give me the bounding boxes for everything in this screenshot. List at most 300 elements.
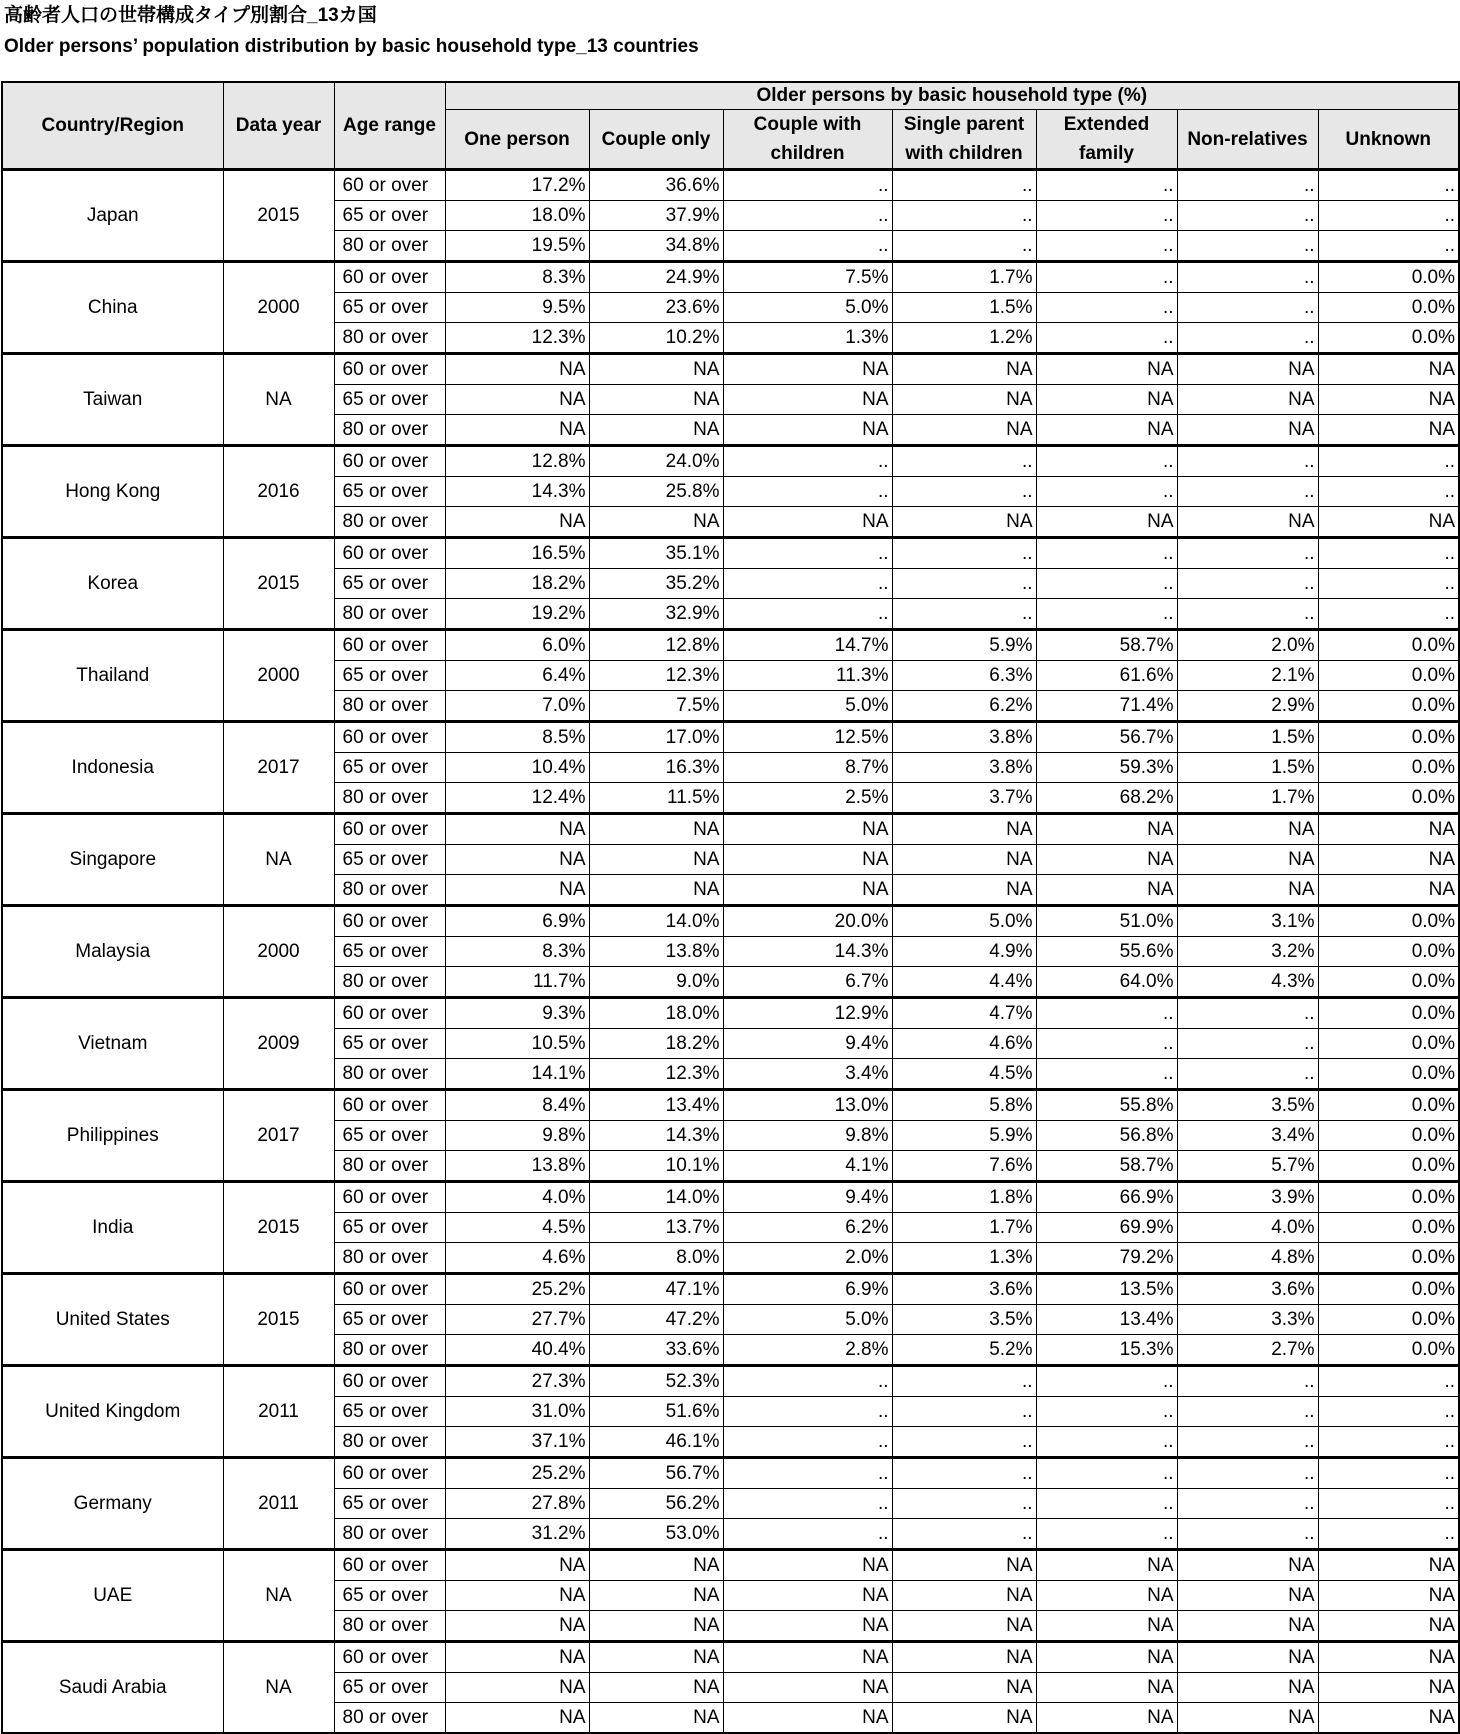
value-cell: 3.5% bbox=[892, 1305, 1036, 1335]
value-cell: .. bbox=[1177, 1519, 1318, 1550]
value-cell: NA bbox=[1177, 385, 1318, 415]
value-cell: 10.2% bbox=[589, 323, 723, 354]
value-cell: 1.2% bbox=[892, 323, 1036, 354]
value-cell: 35.1% bbox=[589, 538, 723, 569]
value-cell: .. bbox=[892, 170, 1036, 201]
country-cell: Vietnam bbox=[2, 998, 223, 1090]
value-cell: NA bbox=[723, 814, 892, 845]
value-cell: NA bbox=[445, 507, 589, 538]
value-cell: 79.2% bbox=[1036, 1243, 1177, 1274]
value-cell: 31.2% bbox=[445, 1519, 589, 1550]
data-year-cell: NA bbox=[223, 1642, 334, 1734]
table-row bbox=[2, 998, 1459, 1029]
value-cell: 18.2% bbox=[445, 569, 589, 599]
age-range-cell: 60 or over bbox=[334, 1274, 445, 1305]
value-cell: NA bbox=[445, 1581, 589, 1611]
value-cell: 6.3% bbox=[892, 661, 1036, 691]
age-range-cell: 80 or over bbox=[334, 415, 445, 446]
value-cell: .. bbox=[1177, 1366, 1318, 1397]
value-cell: 1.7% bbox=[892, 262, 1036, 293]
value-cell: 14.3% bbox=[723, 937, 892, 967]
value-cell: 10.5% bbox=[445, 1029, 589, 1059]
value-cell: 1.5% bbox=[1177, 722, 1318, 753]
value-cell: 9.8% bbox=[723, 1121, 892, 1151]
value-cell: .. bbox=[1177, 1397, 1318, 1427]
value-cell: 1.3% bbox=[892, 1243, 1036, 1274]
page-title-japanese: 高齢者人口の世帯構成タイプ別割合_13カ国 bbox=[4, 5, 377, 26]
value-cell: 4.6% bbox=[445, 1243, 589, 1274]
value-cell: 0.0% bbox=[1318, 1151, 1459, 1182]
value-cell: 14.7% bbox=[723, 630, 892, 661]
value-cell: 13.5% bbox=[1036, 1274, 1177, 1305]
value-cell: 6.7% bbox=[723, 967, 892, 998]
age-range-cell: 80 or over bbox=[334, 1059, 445, 1090]
value-cell: 8.5% bbox=[445, 722, 589, 753]
country-cell: Singapore bbox=[2, 814, 223, 906]
age-range-cell: 80 or over bbox=[334, 1519, 445, 1550]
value-cell: .. bbox=[1318, 1519, 1459, 1550]
value-cell: .. bbox=[1177, 538, 1318, 569]
value-cell: .. bbox=[1177, 293, 1318, 323]
value-cell: 4.9% bbox=[892, 937, 1036, 967]
value-cell: 13.4% bbox=[1036, 1305, 1177, 1335]
value-cell: NA bbox=[1318, 385, 1459, 415]
value-cell: 12.9% bbox=[723, 998, 892, 1029]
value-cell: NA bbox=[892, 385, 1036, 415]
value-cell: 34.8% bbox=[589, 231, 723, 262]
value-cell: 1.7% bbox=[892, 1213, 1036, 1243]
value-cell: .. bbox=[892, 477, 1036, 507]
age-range-cell: 80 or over bbox=[334, 783, 445, 814]
table-row bbox=[2, 722, 1459, 753]
age-range-cell: 65 or over bbox=[334, 569, 445, 599]
value-cell: 6.2% bbox=[723, 1213, 892, 1243]
value-cell: 13.8% bbox=[589, 937, 723, 967]
value-cell: NA bbox=[1318, 507, 1459, 538]
value-cell: 33.6% bbox=[589, 1335, 723, 1366]
value-cell: 4.1% bbox=[723, 1151, 892, 1182]
value-cell: .. bbox=[1318, 1397, 1459, 1427]
value-cell: NA bbox=[1036, 1581, 1177, 1611]
value-cell: NA bbox=[589, 875, 723, 906]
value-cell: .. bbox=[1177, 599, 1318, 630]
value-cell: 2.9% bbox=[1177, 691, 1318, 722]
country-cell: UAE bbox=[2, 1550, 223, 1642]
age-range-cell: 80 or over bbox=[334, 1151, 445, 1182]
value-cell: NA bbox=[589, 1703, 723, 1734]
value-cell: 8.3% bbox=[445, 937, 589, 967]
value-cell: .. bbox=[892, 1427, 1036, 1458]
value-cell: .. bbox=[1036, 201, 1177, 231]
value-cell: 27.3% bbox=[445, 1366, 589, 1397]
value-cell: 3.4% bbox=[723, 1059, 892, 1090]
header-group: Older persons by basic household type (%) bbox=[445, 82, 1459, 110]
age-range-cell: 65 or over bbox=[334, 1397, 445, 1427]
table-row bbox=[2, 538, 1459, 569]
value-cell: .. bbox=[892, 1458, 1036, 1489]
age-range-cell: 80 or over bbox=[334, 875, 445, 906]
country-cell: Thailand bbox=[2, 630, 223, 722]
value-cell: .. bbox=[1177, 998, 1318, 1029]
value-cell: 59.3% bbox=[1036, 753, 1177, 783]
value-cell: 9.8% bbox=[445, 1121, 589, 1151]
value-cell: 58.7% bbox=[1036, 630, 1177, 661]
value-cell: .. bbox=[1177, 1427, 1318, 1458]
country-cell: Germany bbox=[2, 1458, 223, 1550]
value-cell: 58.7% bbox=[1036, 1151, 1177, 1182]
header-col-extended-family: Extended family bbox=[1036, 110, 1177, 170]
age-range-cell: 65 or over bbox=[334, 477, 445, 507]
value-cell: NA bbox=[1036, 385, 1177, 415]
age-range-cell: 65 or over bbox=[334, 753, 445, 783]
value-cell: .. bbox=[1036, 293, 1177, 323]
age-range-cell: 65 or over bbox=[334, 937, 445, 967]
value-cell: 3.2% bbox=[1177, 937, 1318, 967]
value-cell: 8.3% bbox=[445, 262, 589, 293]
value-cell: 0.0% bbox=[1318, 293, 1459, 323]
age-range-cell: 60 or over bbox=[334, 1642, 445, 1673]
value-cell: .. bbox=[892, 569, 1036, 599]
value-cell: .. bbox=[1177, 201, 1318, 231]
value-cell: 40.4% bbox=[445, 1335, 589, 1366]
country-cell: United States bbox=[2, 1274, 223, 1366]
value-cell: NA bbox=[445, 845, 589, 875]
table-row bbox=[2, 1366, 1459, 1397]
age-range-cell: 60 or over bbox=[334, 814, 445, 845]
data-year-cell: 2017 bbox=[223, 1090, 334, 1182]
age-range-cell: 60 or over bbox=[334, 1550, 445, 1581]
data-year-cell: NA bbox=[223, 354, 334, 446]
value-cell: 0.0% bbox=[1318, 1182, 1459, 1213]
value-cell: 5.9% bbox=[892, 1121, 1036, 1151]
value-cell: NA bbox=[723, 875, 892, 906]
value-cell: 0.0% bbox=[1318, 937, 1459, 967]
value-cell: 6.0% bbox=[445, 630, 589, 661]
age-range-cell: 60 or over bbox=[334, 1090, 445, 1121]
value-cell: .. bbox=[1177, 477, 1318, 507]
age-range-cell: 80 or over bbox=[334, 967, 445, 998]
value-cell: .. bbox=[1036, 1366, 1177, 1397]
value-cell: 2.0% bbox=[1177, 630, 1318, 661]
value-cell: 37.1% bbox=[445, 1427, 589, 1458]
table-row bbox=[2, 1182, 1459, 1213]
value-cell: 2.1% bbox=[1177, 661, 1318, 691]
value-cell: 17.2% bbox=[445, 170, 589, 201]
value-cell: .. bbox=[1318, 231, 1459, 262]
value-cell: 3.4% bbox=[1177, 1121, 1318, 1151]
value-cell: .. bbox=[723, 1397, 892, 1427]
value-cell: NA bbox=[723, 507, 892, 538]
value-cell: NA bbox=[589, 354, 723, 385]
value-cell: NA bbox=[1318, 1550, 1459, 1581]
value-cell: NA bbox=[892, 814, 1036, 845]
value-cell: .. bbox=[1036, 1519, 1177, 1550]
age-range-cell: 80 or over bbox=[334, 1427, 445, 1458]
value-cell: 64.0% bbox=[1036, 967, 1177, 998]
value-cell: NA bbox=[445, 415, 589, 446]
value-cell: 47.2% bbox=[589, 1305, 723, 1335]
value-cell: 0.0% bbox=[1318, 630, 1459, 661]
value-cell: .. bbox=[723, 1366, 892, 1397]
age-range-cell: 80 or over bbox=[334, 1611, 445, 1642]
data-year-cell: 2000 bbox=[223, 906, 334, 998]
value-cell: NA bbox=[723, 1673, 892, 1703]
value-cell: NA bbox=[723, 354, 892, 385]
value-cell: 6.9% bbox=[445, 906, 589, 937]
value-cell: 19.2% bbox=[445, 599, 589, 630]
value-cell: NA bbox=[723, 415, 892, 446]
data-year-cell: 2011 bbox=[223, 1366, 334, 1458]
value-cell: 13.8% bbox=[445, 1151, 589, 1182]
value-cell: NA bbox=[1036, 814, 1177, 845]
data-year-cell: 2000 bbox=[223, 262, 334, 354]
value-cell: 27.8% bbox=[445, 1489, 589, 1519]
data-year-cell: 2015 bbox=[223, 1182, 334, 1274]
value-cell: .. bbox=[1318, 446, 1459, 477]
value-cell: .. bbox=[1177, 1029, 1318, 1059]
table-row bbox=[2, 630, 1459, 661]
value-cell: .. bbox=[1036, 170, 1177, 201]
age-range-cell: 80 or over bbox=[334, 1335, 445, 1366]
value-cell: NA bbox=[1318, 1581, 1459, 1611]
value-cell: .. bbox=[1318, 201, 1459, 231]
value-cell: 1.7% bbox=[1177, 783, 1318, 814]
value-cell: .. bbox=[892, 1366, 1036, 1397]
value-cell: .. bbox=[892, 1397, 1036, 1427]
age-range-cell: 65 or over bbox=[334, 385, 445, 415]
value-cell: NA bbox=[445, 875, 589, 906]
value-cell: .. bbox=[1177, 231, 1318, 262]
value-cell: NA bbox=[723, 385, 892, 415]
value-cell: 0.0% bbox=[1318, 1305, 1459, 1335]
value-cell: 4.6% bbox=[892, 1029, 1036, 1059]
value-cell: .. bbox=[1318, 170, 1459, 201]
value-cell: NA bbox=[1177, 845, 1318, 875]
value-cell: .. bbox=[723, 599, 892, 630]
age-range-cell: 60 or over bbox=[334, 446, 445, 477]
value-cell: .. bbox=[1177, 170, 1318, 201]
value-cell: 3.1% bbox=[1177, 906, 1318, 937]
value-cell: 14.0% bbox=[589, 1182, 723, 1213]
value-cell: 0.0% bbox=[1318, 1243, 1459, 1274]
value-cell: 53.0% bbox=[589, 1519, 723, 1550]
value-cell: 9.5% bbox=[445, 293, 589, 323]
page-title-english: Older persons’ population distribution by basic household type_13 countries bbox=[4, 36, 699, 57]
value-cell: NA bbox=[1036, 507, 1177, 538]
value-cell: 12.8% bbox=[445, 446, 589, 477]
value-cell: 16.5% bbox=[445, 538, 589, 569]
value-cell: 2.7% bbox=[1177, 1335, 1318, 1366]
value-cell: 56.8% bbox=[1036, 1121, 1177, 1151]
value-cell: 0.0% bbox=[1318, 753, 1459, 783]
table-body bbox=[2, 170, 1459, 1734]
value-cell: 3.6% bbox=[1177, 1274, 1318, 1305]
value-cell: .. bbox=[1036, 231, 1177, 262]
value-cell: 4.0% bbox=[445, 1182, 589, 1213]
value-cell: 4.0% bbox=[1177, 1213, 1318, 1243]
value-cell: 46.1% bbox=[589, 1427, 723, 1458]
value-cell: 16.3% bbox=[589, 753, 723, 783]
value-cell: 0.0% bbox=[1318, 1090, 1459, 1121]
value-cell: 9.0% bbox=[589, 967, 723, 998]
age-range-cell: 65 or over bbox=[334, 1121, 445, 1151]
value-cell: NA bbox=[723, 1642, 892, 1673]
value-cell: .. bbox=[1036, 538, 1177, 569]
value-cell: 19.5% bbox=[445, 231, 589, 262]
value-cell: 13.4% bbox=[589, 1090, 723, 1121]
value-cell: 18.0% bbox=[589, 998, 723, 1029]
value-cell: 6.2% bbox=[892, 691, 1036, 722]
value-cell: .. bbox=[723, 477, 892, 507]
value-cell: 7.5% bbox=[589, 691, 723, 722]
age-range-cell: 65 or over bbox=[334, 845, 445, 875]
value-cell: 4.7% bbox=[892, 998, 1036, 1029]
country-cell: Japan bbox=[2, 170, 223, 262]
value-cell: NA bbox=[589, 507, 723, 538]
value-cell: 11.7% bbox=[445, 967, 589, 998]
table-row bbox=[2, 1642, 1459, 1673]
value-cell: 24.0% bbox=[589, 446, 723, 477]
age-range-cell: 60 or over bbox=[334, 722, 445, 753]
value-cell: .. bbox=[892, 201, 1036, 231]
value-cell: .. bbox=[1036, 1458, 1177, 1489]
value-cell: 37.9% bbox=[589, 201, 723, 231]
age-range-cell: 60 or over bbox=[334, 1182, 445, 1213]
value-cell: 13.0% bbox=[723, 1090, 892, 1121]
value-cell: .. bbox=[1177, 262, 1318, 293]
value-cell: 0.0% bbox=[1318, 262, 1459, 293]
value-cell: 18.0% bbox=[445, 201, 589, 231]
country-cell: Taiwan bbox=[2, 354, 223, 446]
value-cell: 47.1% bbox=[589, 1274, 723, 1305]
value-cell: 8.0% bbox=[589, 1243, 723, 1274]
age-range-cell: 80 or over bbox=[334, 691, 445, 722]
value-cell: 10.4% bbox=[445, 753, 589, 783]
value-cell: 4.5% bbox=[445, 1213, 589, 1243]
age-range-cell: 65 or over bbox=[334, 1489, 445, 1519]
value-cell: NA bbox=[589, 1581, 723, 1611]
value-cell: 0.0% bbox=[1318, 691, 1459, 722]
age-range-cell: 60 or over bbox=[334, 354, 445, 385]
header-col-unknown: Unknown bbox=[1318, 110, 1459, 170]
value-cell: NA bbox=[1177, 354, 1318, 385]
value-cell: NA bbox=[445, 1673, 589, 1703]
header-col-couple-with-children: Couple with children bbox=[723, 110, 892, 170]
value-cell: 0.0% bbox=[1318, 1029, 1459, 1059]
value-cell: .. bbox=[723, 569, 892, 599]
value-cell: 2.5% bbox=[723, 783, 892, 814]
table-row bbox=[2, 814, 1459, 845]
value-cell: 4.3% bbox=[1177, 967, 1318, 998]
value-cell: NA bbox=[1036, 1611, 1177, 1642]
value-cell: NA bbox=[1177, 1673, 1318, 1703]
value-cell: 12.5% bbox=[723, 722, 892, 753]
value-cell: NA bbox=[1318, 354, 1459, 385]
value-cell: NA bbox=[1036, 1550, 1177, 1581]
value-cell: 56.2% bbox=[589, 1489, 723, 1519]
value-cell: .. bbox=[1036, 1059, 1177, 1090]
data-year-cell: 2015 bbox=[223, 538, 334, 630]
value-cell: .. bbox=[723, 1489, 892, 1519]
value-cell: 2.0% bbox=[723, 1243, 892, 1274]
value-cell: NA bbox=[892, 1703, 1036, 1734]
value-cell: .. bbox=[723, 446, 892, 477]
value-cell: .. bbox=[723, 1427, 892, 1458]
value-cell: NA bbox=[723, 1611, 892, 1642]
value-cell: 1.8% bbox=[892, 1182, 1036, 1213]
value-cell: NA bbox=[1318, 875, 1459, 906]
value-cell: .. bbox=[723, 231, 892, 262]
table-row bbox=[2, 354, 1459, 385]
value-cell: 69.9% bbox=[1036, 1213, 1177, 1243]
age-range-cell: 60 or over bbox=[334, 170, 445, 201]
value-cell: 4.8% bbox=[1177, 1243, 1318, 1274]
value-cell: .. bbox=[723, 1458, 892, 1489]
value-cell: .. bbox=[1177, 1489, 1318, 1519]
value-cell: 6.9% bbox=[723, 1274, 892, 1305]
value-cell: .. bbox=[1177, 569, 1318, 599]
age-range-cell: 60 or over bbox=[334, 538, 445, 569]
age-range-cell: 60 or over bbox=[334, 630, 445, 661]
value-cell: 1.3% bbox=[723, 323, 892, 354]
value-cell: 14.3% bbox=[445, 477, 589, 507]
age-range-cell: 65 or over bbox=[334, 1305, 445, 1335]
value-cell: .. bbox=[1036, 1029, 1177, 1059]
value-cell: NA bbox=[589, 415, 723, 446]
value-cell: NA bbox=[1318, 814, 1459, 845]
value-cell: .. bbox=[1036, 998, 1177, 1029]
value-cell: 23.6% bbox=[589, 293, 723, 323]
value-cell: 0.0% bbox=[1318, 1274, 1459, 1305]
value-cell: .. bbox=[892, 446, 1036, 477]
value-cell: 3.6% bbox=[892, 1274, 1036, 1305]
value-cell: NA bbox=[589, 1611, 723, 1642]
value-cell: 3.7% bbox=[892, 783, 1036, 814]
value-cell: 5.7% bbox=[1177, 1151, 1318, 1182]
value-cell: NA bbox=[445, 1703, 589, 1734]
data-year-cell: 2000 bbox=[223, 630, 334, 722]
value-cell: 0.0% bbox=[1318, 1335, 1459, 1366]
value-cell: 5.2% bbox=[892, 1335, 1036, 1366]
value-cell: 36.6% bbox=[589, 170, 723, 201]
value-cell: 0.0% bbox=[1318, 323, 1459, 354]
value-cell: 3.5% bbox=[1177, 1090, 1318, 1121]
country-cell: Saudi Arabia bbox=[2, 1642, 223, 1734]
value-cell: .. bbox=[892, 231, 1036, 262]
value-cell: 18.2% bbox=[589, 1029, 723, 1059]
value-cell: 9.3% bbox=[445, 998, 589, 1029]
value-cell: 66.9% bbox=[1036, 1182, 1177, 1213]
age-range-cell: 60 or over bbox=[334, 1458, 445, 1489]
data-year-cell: 2016 bbox=[223, 446, 334, 538]
age-range-cell: 65 or over bbox=[334, 1213, 445, 1243]
value-cell: 55.8% bbox=[1036, 1090, 1177, 1121]
value-cell: 15.3% bbox=[1036, 1335, 1177, 1366]
value-cell: .. bbox=[1036, 1397, 1177, 1427]
value-cell: 7.0% bbox=[445, 691, 589, 722]
value-cell: .. bbox=[1036, 446, 1177, 477]
data-year-cell: NA bbox=[223, 814, 334, 906]
value-cell: NA bbox=[445, 1642, 589, 1673]
value-cell: 0.0% bbox=[1318, 967, 1459, 998]
value-cell: 56.7% bbox=[589, 1458, 723, 1489]
country-cell: United Kingdom bbox=[2, 1366, 223, 1458]
value-cell: .. bbox=[892, 599, 1036, 630]
value-cell: NA bbox=[589, 1550, 723, 1581]
value-cell: 5.8% bbox=[892, 1090, 1036, 1121]
value-cell: 0.0% bbox=[1318, 661, 1459, 691]
value-cell: 61.6% bbox=[1036, 661, 1177, 691]
